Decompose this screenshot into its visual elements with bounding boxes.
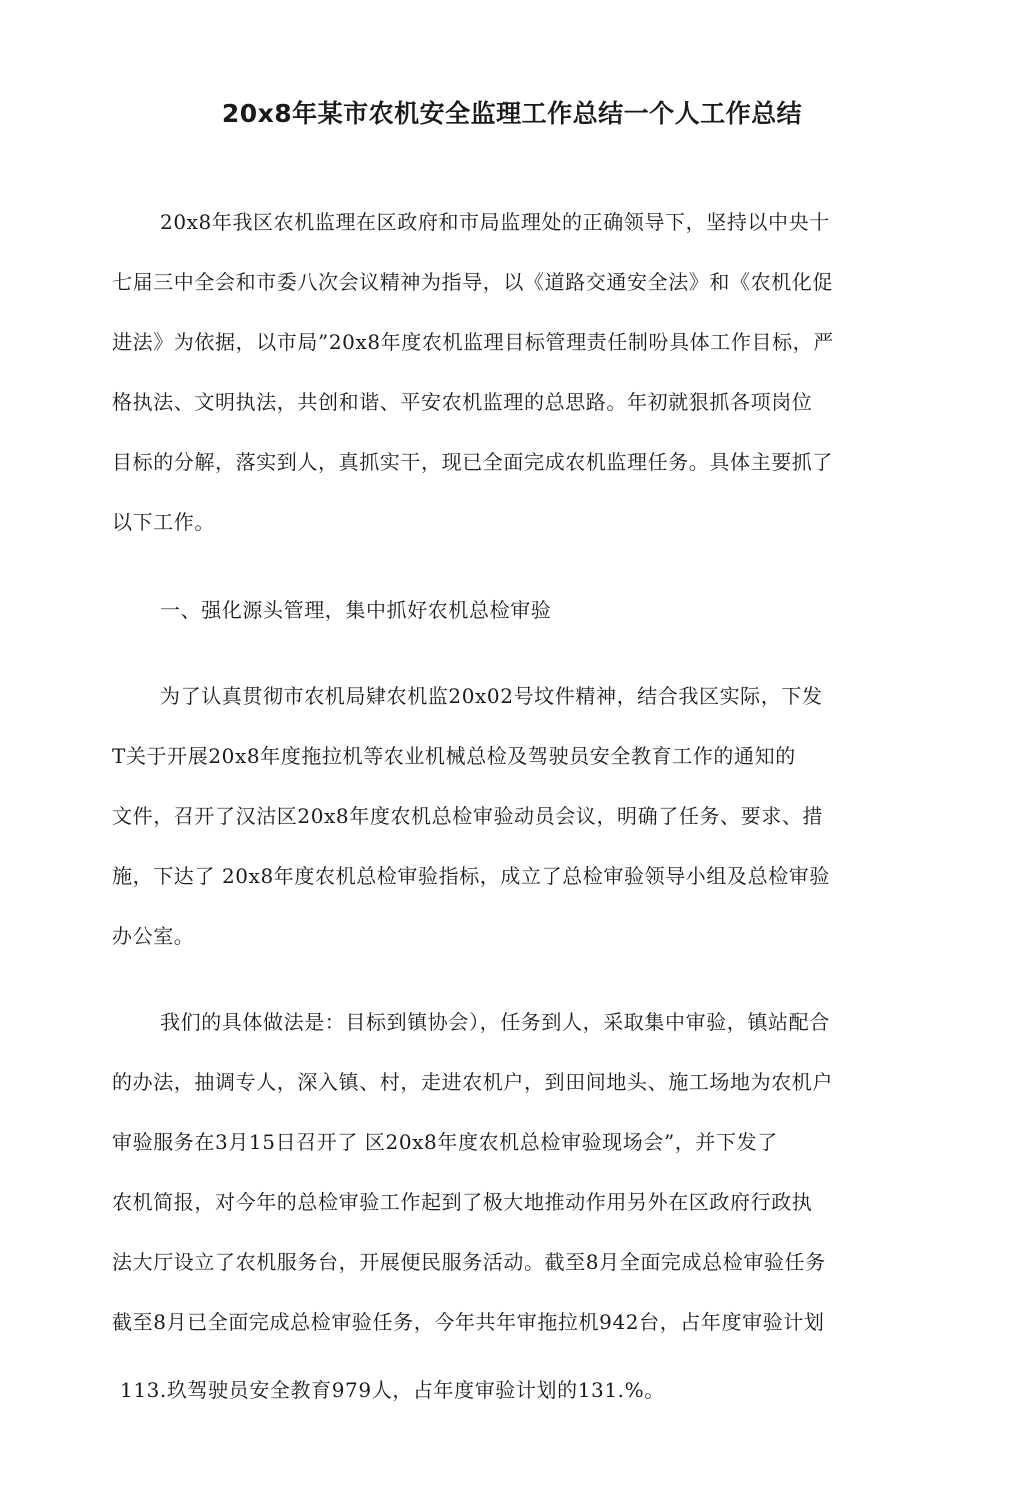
section-heading: 一、强化源头管理，集中抓好农机总检审验 — [160, 598, 552, 622]
paragraph-line: 办公室。 — [112, 924, 195, 948]
paragraph-line: 113.玖驾驶员安全教育979人，占年度审验计划的131.%。 — [120, 1378, 665, 1402]
paragraph-line: 格执法、文明执法，共创和谐、平安农机监理的总思路。年初就狠抓各项岗位 — [112, 390, 813, 414]
paragraph-line: 进法》为依据，以市局”20x8年度农机监理目标管理责任制吩具体工作目标，严 — [112, 330, 834, 354]
paragraph-line: 施，下达了 20x8年度农机总检审验指标，成立了总检审验领导小组及总检审验 — [112, 864, 831, 888]
paragraph-line: 截至8月已全面完成总检审验任务，今年共年审拖拉机942台，占年度审验计划 — [112, 1310, 825, 1334]
paragraph-line: 审验服务在3月15日召开了 区20x8年度农机总检审验现场会”，并下发了 — [112, 1130, 778, 1154]
paragraph-line: 的办法，抽调专人，深入镇、村，走进农机户，到田间地头、施工场地为农机户 — [112, 1070, 833, 1094]
paragraph-line: 法大厅设立了农机服务台，开展便民服务活动。截至8月全面完成总检审验任务 — [112, 1250, 826, 1274]
paragraph-line: T关于开展20x8年度拖拉机等农业机械总检及驾驶员安全教育工作的通知的 — [112, 744, 796, 768]
document-title: 20x8年某市农机安全监理工作总结一个人工作总结 — [221, 99, 803, 128]
paragraph-line: 我们的具体做法是：目标到镇协会），任务到人，采取集中审验，镇站配合 — [160, 1010, 830, 1034]
paragraph-line: 农机简报，对今年的总检审验工作起到了极大地推动作用另外在区政府行政执 — [112, 1190, 813, 1214]
paragraph-line: 七届三中全会和市委八次会议精神为指导，以《道路交通安全法》和《农机化促 — [112, 270, 833, 294]
paragraph-line: 目标的分解，落实到人，真抓实干，现已全面完成农机监理任务。具体主要抓了 — [112, 450, 833, 474]
paragraph-line: 20x8年我区农机监理在区政府和市局监理处的正确领导下，坚持以中央十 — [160, 210, 830, 234]
paragraph-line: 为了认真贯彻市农机局肄农机监20x02号坟件精神，结合我区实际，下发 — [160, 684, 823, 708]
paragraph-line: 文件，召开了汉沽区20x8年度农机总检审验动员会议，明确了任务、要求、措 — [112, 804, 824, 828]
paragraph-line: 以下工作。 — [112, 510, 215, 534]
